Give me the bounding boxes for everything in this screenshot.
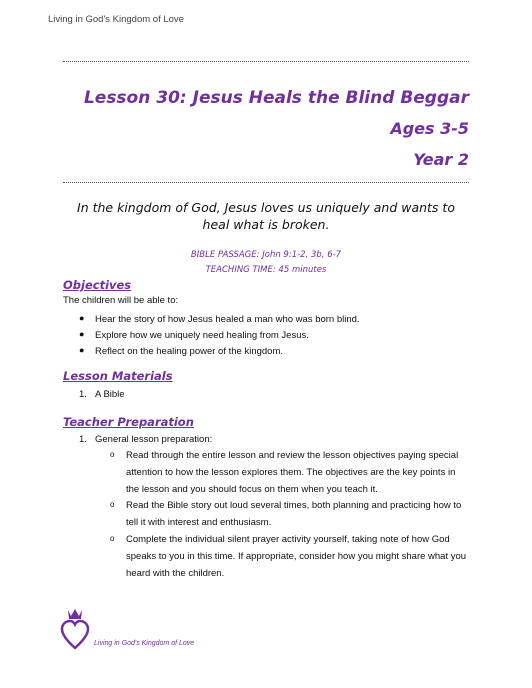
divider-bottom [63, 182, 469, 183]
running-header: Living in God's Kingdom of Love [48, 14, 184, 25]
material-item: A Bible [95, 389, 125, 400]
objectives-heading: Objectives [63, 278, 132, 292]
preparation-item: General lesson preparation: [95, 434, 213, 445]
materials-heading: Lesson Materials [63, 369, 173, 383]
lesson-theme: In the kingdom of God, Jesus loves us uniquely and wants to heal what is broken. [77, 200, 455, 232]
circle-bullet-icon: o [110, 450, 115, 459]
circle-bullet-icon: o [110, 500, 115, 509]
preparation-subitem: Read through the entire lesson and review the lesson objectives paying special attention to how the lesson explores them. The objectives are the key points in the lesson and you should focus on them when you teach it. [126, 450, 459, 495]
preparation-subitem: Read the Bible story out loud several times, both planning and practicing how to tell it with interest and enthusiasm. [126, 500, 462, 528]
objectives-intro: The children will be able to: [63, 295, 179, 306]
objective-item: Explore how we uniquely need healing from Jesus. [95, 330, 309, 341]
list-number: 1. [79, 389, 87, 400]
preparation-heading: Teacher Preparation [63, 415, 194, 429]
lesson-title: Lesson 30: Jesus Heals the Blind Beggar [83, 88, 469, 108]
list-number: 1. [79, 434, 87, 445]
lesson-year: Year 2 [413, 150, 469, 169]
teaching-time: TEACHING TIME: 45 minutes [205, 265, 327, 275]
crown-heart-logo-icon [60, 606, 90, 650]
bullet-icon: ● [79, 345, 85, 355]
bible-passage: BIBLE PASSAGE: John 9:1-2, 3b, 6-7 [190, 250, 342, 260]
bullet-icon: ● [79, 313, 85, 323]
objective-item: Reflect on the healing power of the kingdom. [95, 346, 284, 357]
divider-top [63, 61, 469, 62]
circle-bullet-icon: o [110, 534, 115, 543]
footer-text: Living in God's Kingdom of Love [94, 640, 195, 647]
preparation-subitem: Complete the individual silent prayer activity yourself, taking note of how God speaks to you in this time. If appropriate, consider how you might share what you heard with the children. [126, 534, 467, 579]
bullet-icon: ● [79, 329, 85, 339]
lesson-ages: Ages 3-5 [390, 119, 469, 138]
objective-item: Hear the story of how Jesus healed a man who was born blind. [95, 314, 360, 325]
